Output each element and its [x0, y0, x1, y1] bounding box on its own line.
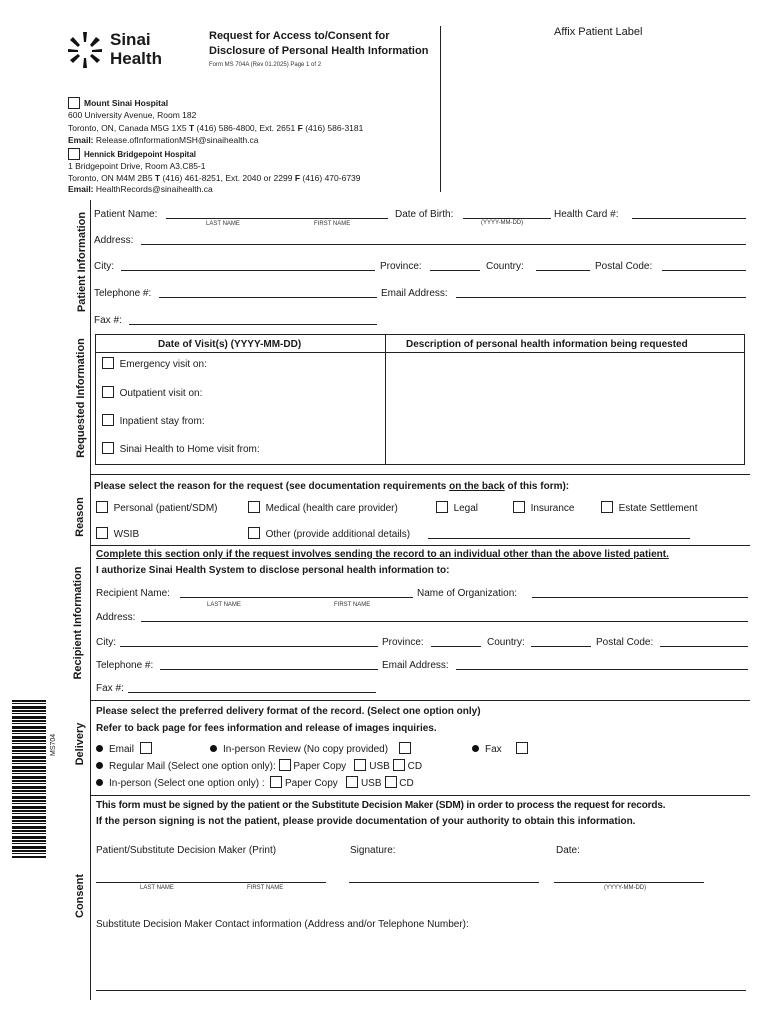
form-title-line2: Disclosure of Personal Health Information [209, 45, 429, 57]
delivery-inperson: In-person (Select one option only) : Paper Copy USB CD [96, 776, 414, 789]
recipient-first-name-hint: FIRST NAME [334, 602, 371, 608]
patient-postal-label: Postal Code: [595, 261, 653, 272]
recipient-top-rule [90, 545, 750, 546]
recipient-postal-label: Postal Code: [596, 637, 654, 648]
recipient-province-field[interactable] [431, 646, 481, 647]
patient-name-field[interactable] [166, 218, 388, 219]
patient-fax-field[interactable] [129, 324, 377, 325]
reason-other[interactable]: Other (provide additional details) [248, 527, 410, 540]
request-inpatient[interactable]: Inpatient stay from: [102, 414, 205, 427]
patient-email-label: Email Address: [381, 288, 448, 299]
mail-usb-checkbox[interactable] [354, 759, 366, 771]
consent-date-format-hint: (YYYY-MM-DD) [604, 885, 647, 891]
hb-address2: Toronto, ON M4M 2B5 T (416) 461-8251, Ext. 2040 or 2299 F (416) 470-6739 [68, 173, 361, 183]
requested-col-date: Date of Visit(s) (YYYY-MM-DD) [158, 339, 302, 350]
hb-checkbox[interactable] [68, 148, 80, 160]
bullet-icon [96, 779, 103, 786]
patient-telephone-label: Telephone #: [94, 288, 152, 299]
inperson-usb-checkbox[interactable] [346, 776, 358, 788]
barcode [12, 700, 46, 858]
section-column-rule [90, 200, 91, 1000]
consent-signature-label: Signature: [350, 845, 396, 856]
dob-field[interactable] [463, 218, 551, 219]
patient-address-label: Address: [94, 235, 134, 246]
medical-checkbox[interactable] [248, 501, 260, 513]
consent-date-field[interactable] [554, 882, 704, 883]
hb-address1: 1 Bridgepoint Drive, Room A3.C85-1 [68, 161, 206, 171]
logo-star-icon [66, 30, 104, 70]
sinai-health-logo [66, 30, 176, 72]
recipient-fax-field[interactable] [128, 692, 376, 693]
mail-cd-checkbox[interactable] [393, 759, 405, 771]
section-requested-information: Requested Information [75, 338, 87, 458]
msh-email: Email: Release.ofInformationMSH@sinaihealth.ca [68, 135, 259, 145]
consent-signing-requirement: This form must be signed by the patient or the Substitute Decision Maker (SDM) in order to process the request for records. [96, 800, 666, 811]
logo-text-health: Health [110, 49, 162, 68]
requested-column-rule [385, 334, 386, 465]
delivery-fax[interactable]: Fax [472, 742, 528, 755]
recipient-org-field[interactable] [532, 597, 748, 598]
recipient-email-label: Email Address: [382, 660, 449, 671]
recipient-country-label: Country: [487, 637, 525, 648]
msh-address2: Toronto, ON, Canada M5G 1X5 T (416) 586-4800, Ext. 2651 F (416) 586-3181 [68, 123, 364, 133]
health-card-field[interactable] [632, 218, 746, 219]
recipient-city-label: City: [96, 637, 116, 648]
patient-city-label: City: [94, 261, 114, 272]
reason-personal[interactable]: Personal (patient/SDM) [96, 501, 218, 514]
consent-authority-note: If the person signing is not the patient, please provide documentation of your authority to obtain this information. [96, 816, 636, 827]
recipient-name-field[interactable] [180, 597, 413, 598]
request-outpatient[interactable]: Outpatient visit on: [102, 386, 202, 399]
reason-top-rule [90, 474, 750, 475]
dob-format-hint: (YYYY-MM-DD) [481, 220, 524, 226]
sdm-contact-field[interactable] [96, 990, 746, 991]
sdm-contact-label: Substitute Decision Maker Contact information (Address and/or Telephone Number): [96, 919, 469, 930]
patient-country-label: Country: [486, 261, 524, 272]
request-emergency[interactable]: Emergency visit on: [102, 357, 207, 370]
delivery-top-rule [90, 700, 750, 701]
recipient-note: Complete this section only if the request involves sending the record to an individual other than the above listed patient. [96, 549, 669, 560]
hb-name: Hennick Bridgepoint Hospital [84, 150, 197, 159]
fax-checkbox[interactable] [516, 742, 528, 754]
header-divider [440, 26, 441, 192]
recipient-email-field[interactable] [456, 669, 748, 670]
reason-estate[interactable]: Estate Settlement [601, 501, 698, 514]
barcode-code: MS704 [50, 733, 57, 756]
msh-name: Mount Sinai Hospital [84, 98, 169, 108]
recipient-telephone-label: Telephone #: [96, 660, 154, 671]
requested-header-rule [95, 352, 745, 353]
patient-fax-label: Fax #: [94, 315, 122, 326]
recipient-last-name-hint: LAST NAME [207, 602, 241, 608]
patient-province-label: Province: [380, 261, 422, 272]
reason-prompt: Please select the reason for the request (see documentation requirements on the back of this form): [94, 481, 570, 492]
consent-last-name-hint: LAST NAME [140, 885, 174, 891]
recipient-authorize: I authorize Sinai Health System to disclose personal health information to: [96, 565, 450, 576]
recipient-province-label: Province: [382, 637, 424, 648]
bullet-icon [96, 745, 103, 752]
patient-address-field[interactable] [141, 244, 746, 245]
consent-date-label: Date: [556, 845, 580, 856]
estate-checkbox[interactable] [601, 501, 613, 513]
delivery-inperson-review[interactable]: In-person Review (No copy provided) [210, 742, 411, 755]
email-checkbox[interactable] [140, 742, 152, 754]
reason-wsib[interactable]: WSIB [96, 527, 139, 540]
dob-label: Date of Birth: [395, 209, 454, 220]
mail-paper-checkbox[interactable] [279, 759, 291, 771]
affix-patient-label: Affix Patient Label [554, 26, 643, 38]
section-reason: Reason [74, 497, 86, 537]
inperson-review-checkbox[interactable] [399, 742, 411, 754]
delivery-instruction: Please select the preferred delivery format of the record. (Select one option only) [96, 706, 481, 717]
recipient-postal-field[interactable] [660, 646, 748, 647]
delivery-regular-mail: Regular Mail (Select one option only): Paper Copy USB CD [96, 759, 422, 772]
reason-legal[interactable]: Legal [436, 501, 478, 514]
consent-signature-field[interactable] [349, 882, 539, 883]
consent-first-name-hint: FIRST NAME [247, 885, 284, 891]
patient-province-field[interactable] [430, 270, 480, 271]
recipient-country-field[interactable] [531, 646, 591, 647]
outpatient-checkbox[interactable] [102, 386, 114, 398]
form-title-line1: Request for Access to/Consent for [209, 30, 390, 42]
reason-insurance[interactable]: Insurance [513, 501, 574, 514]
personal-checkbox[interactable] [96, 501, 108, 513]
recipient-fax-label: Fax #: [96, 683, 124, 694]
requested-col-description: Description of personal health information being requested [406, 339, 688, 350]
insurance-checkbox[interactable] [513, 501, 525, 513]
patient-email-field[interactable] [456, 297, 746, 298]
request-home-visit[interactable]: Sinai Health to Home visit from: [102, 442, 260, 455]
reason-other-field[interactable] [428, 538, 690, 539]
bullet-icon [96, 762, 103, 769]
section-patient-information: Patient Information [76, 211, 88, 313]
hb-email: Email: HealthRecords@sinaihealth.ca [68, 184, 213, 194]
inpatient-checkbox[interactable] [102, 414, 114, 426]
consent-top-rule [90, 795, 750, 796]
health-card-label: Health Card #: [554, 209, 619, 220]
recipient-city-field[interactable] [120, 646, 378, 647]
section-recipient-information: Recipient Information [72, 566, 84, 680]
patient-city-field[interactable] [121, 270, 375, 271]
delivery-email[interactable]: Email [96, 742, 152, 755]
inperson-cd-checkbox[interactable] [385, 776, 397, 788]
recipient-address-field[interactable] [141, 621, 748, 622]
recipient-address-label: Address: [96, 612, 136, 623]
patient-last-name-hint: LAST NAME [206, 221, 240, 227]
consent-print-field[interactable] [96, 882, 326, 883]
bullet-icon [210, 745, 217, 752]
consent-print-label: Patient/Substitute Decision Maker (Print) [96, 845, 277, 856]
form-number: Form MS 704A (Rev 01.2025) Page 1 of 2 [209, 62, 322, 68]
patient-postal-field[interactable] [662, 270, 746, 271]
other-checkbox[interactable] [248, 527, 260, 539]
bullet-icon [472, 745, 479, 752]
patient-telephone-field[interactable] [159, 297, 377, 298]
recipient-name-label: Recipient Name: [96, 588, 170, 599]
recipient-telephone-field[interactable] [160, 669, 378, 670]
msh-checkbox[interactable] [68, 97, 80, 109]
recipient-org-label: Name of Organization: [417, 588, 518, 599]
wsib-checkbox[interactable] [96, 527, 108, 539]
inperson-paper-checkbox[interactable] [270, 776, 282, 788]
legal-checkbox[interactable] [436, 501, 448, 513]
section-consent: Consent [74, 874, 86, 918]
emergency-checkbox[interactable] [102, 357, 114, 369]
reason-medical[interactable]: Medical (health care provider) [248, 501, 398, 514]
section-delivery: Delivery [74, 722, 86, 766]
logo-text-sinai: Sinai [110, 30, 151, 49]
msh-address1: 600 University Avenue, Room 182 [68, 110, 197, 120]
patient-first-name-hint: FIRST NAME [314, 221, 351, 227]
home-visit-checkbox[interactable] [102, 442, 114, 454]
delivery-fees-note: Refer to back page for fees information and release of images inquiries. [96, 723, 437, 734]
patient-name-label: Patient Name: [94, 209, 158, 220]
patient-country-field[interactable] [536, 270, 590, 271]
